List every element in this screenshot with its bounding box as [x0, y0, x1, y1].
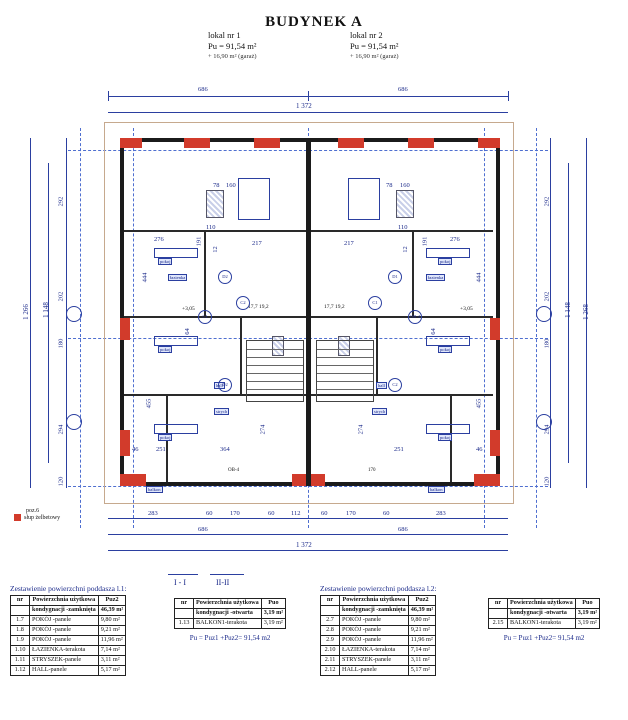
- axis-line: [80, 128, 81, 528]
- table-row: nr Powierzchnia użytkowa Puz2: [321, 596, 436, 606]
- column-rc: [120, 430, 130, 456]
- inner-dim: 191: [195, 236, 203, 247]
- inner-dim: 364: [220, 446, 230, 453]
- section-mark-ii: II-II: [216, 578, 230, 587]
- dim-top-total: 1 372: [296, 102, 312, 110]
- column-rc: [490, 430, 500, 456]
- furniture-block: [348, 178, 380, 220]
- dim-b4: 60: [268, 510, 275, 517]
- equation-left: Pu = Puz1 +Puz2= 91,54 m2: [189, 633, 271, 642]
- column-rc: [490, 318, 500, 340]
- table-row: kondygnacji -otwarta 3,19 m²: [489, 608, 600, 618]
- axis-marker: [66, 306, 82, 322]
- table-row: 1.10 ŁAZIENKA-terakota 7,14 m²: [11, 645, 126, 655]
- wall-partition: [412, 232, 414, 316]
- lokal-2-extra: + 16,90 m² (garaż): [350, 52, 399, 60]
- table-row: 1.12 HALL-panele 5,17 m²: [11, 665, 126, 675]
- column-rc: [120, 138, 142, 148]
- table-row: kondygnacji -otwarta 3,19 m²: [175, 608, 286, 618]
- inner-dim: 160: [226, 182, 236, 189]
- floor-plan-drawing: [8, 78, 620, 587]
- furniture-label: pokoj: [440, 347, 451, 352]
- table-row: [11, 605, 126, 615]
- lokal-2-name: lokal nr 2: [350, 30, 383, 40]
- dim-tick: [308, 91, 309, 101]
- table-right2: [488, 598, 600, 629]
- table-row: 1.11 STRYSZEK-panele 3,11 m²: [11, 655, 126, 665]
- dim-left-inner: 1 148: [41, 302, 50, 318]
- col-area: Powierzchnia użytkowa: [30, 596, 99, 606]
- lokal-2-pu: Pu = 91,54 m²: [350, 41, 399, 52]
- dim-r5: 292: [543, 196, 551, 207]
- dim-top-half-left: 686: [198, 86, 208, 93]
- table-right2-group: [488, 598, 600, 642]
- page-title: BUDYNEK A: [265, 14, 363, 30]
- dim-tick: [108, 91, 109, 101]
- inner-dim: 444: [475, 272, 483, 283]
- dim-right-outer: 1 268: [581, 304, 590, 320]
- door-tag-c1: C1: [198, 310, 212, 324]
- door-tag-d1: D2: [218, 378, 232, 392]
- axis-line: [536, 128, 537, 528]
- table-row: 1.9 POKÓJ -panele 11,96 m²: [11, 635, 126, 645]
- furniture-label: pokoj: [440, 435, 451, 440]
- legend: [14, 508, 60, 521]
- wall-partition: [124, 316, 306, 318]
- door-tag-c2: C1: [368, 296, 382, 310]
- sum-label: kondygnacji -zamknięta: [30, 605, 99, 615]
- door-tag-d2: D1: [388, 270, 402, 284]
- furniture-label: łazienka: [170, 275, 186, 280]
- inner-dim: 78: [386, 182, 393, 189]
- table-row: 1.13 BALKON1-terakota 3,19 m²: [175, 618, 286, 628]
- dim-l5: 292: [57, 196, 65, 207]
- lokal-1-name: lokal nr 1: [208, 30, 241, 40]
- dim-l3: 180: [57, 338, 65, 349]
- column-rc: [408, 138, 434, 148]
- furniture-block: [238, 178, 270, 220]
- legend-text: słup żelbetowy: [24, 514, 61, 521]
- furniture-label: hall: [378, 383, 385, 388]
- furniture-block: [154, 336, 198, 346]
- col-nr: nr: [11, 596, 30, 606]
- table-row: 2.15 BALKON1-terakota 3,19 m²: [489, 618, 600, 628]
- equation-right: Pu = Puz1 +Puz2= 91,54 m2: [503, 633, 585, 642]
- furniture-block: [426, 248, 470, 258]
- staircase-left: [246, 340, 304, 402]
- table-row: nr Powierzchnia użytkowa Puo: [489, 599, 600, 609]
- furniture-label: hall: [216, 383, 223, 388]
- table-row: 2.10 ŁAZIENKA-terakota 7,14 m²: [321, 645, 436, 655]
- door-tag-c2: C2: [236, 296, 250, 310]
- furniture-label: balkon: [148, 487, 161, 492]
- inner-dim: 64: [183, 328, 191, 335]
- table-row: nr Powierzchnia użytkowa Puo: [175, 599, 286, 609]
- dim-l4: 202: [57, 291, 65, 302]
- inner-dim: 251: [394, 446, 404, 453]
- window-tag-ob4: 170: [368, 468, 376, 473]
- dim-right-inner: 1 148: [563, 302, 572, 318]
- section-line: [210, 574, 244, 575]
- inner-dim: 455: [145, 398, 153, 409]
- lokal-1-extra: + 16,90 m² (garaż): [208, 52, 257, 60]
- dim-bottom-total: 1 372: [296, 541, 312, 549]
- inner-dim: 46: [132, 446, 139, 453]
- inner-dim: 12: [401, 246, 409, 253]
- shaft-hatch: [396, 190, 414, 218]
- shaft-hatch: [206, 190, 224, 218]
- table-left-group: [10, 584, 127, 676]
- dim-bottom-total-line: [108, 550, 508, 551]
- furniture-label: strych: [216, 409, 228, 414]
- door-tag-d2: D2: [218, 270, 232, 284]
- furniture-label: pokoj: [160, 259, 171, 264]
- inner-dim: 191: [421, 236, 429, 247]
- wall-partition: [240, 318, 242, 394]
- inner-dim: 46: [476, 446, 483, 453]
- table-left2: [174, 598, 286, 629]
- column-rc: [120, 318, 130, 340]
- table-right: [320, 595, 436, 676]
- dim-bottom-half-right: 686: [398, 526, 408, 533]
- lokal-1-info: [208, 30, 257, 62]
- table-row: 1.8 POKÓJ -panele 9,21 m²: [11, 625, 126, 635]
- column-rc: [478, 138, 500, 148]
- table-row: 1.7 POKÓJ -panele 9,80 m²: [11, 615, 126, 625]
- staircase-right: [316, 340, 374, 402]
- inner-dim: 12: [211, 246, 219, 253]
- furniture-label: pokoj: [160, 435, 171, 440]
- dim-b9: 283: [436, 510, 446, 517]
- dim-tick: [508, 91, 509, 101]
- column-rc: [184, 138, 210, 148]
- door-tag-d1: C2: [388, 378, 402, 392]
- table-right-group: [320, 584, 437, 676]
- inner-dim: 455: [475, 398, 483, 409]
- wall-party-center: [306, 138, 311, 486]
- height-label: 17,7 19,2: [248, 304, 269, 310]
- inner-dim: 110: [206, 224, 216, 231]
- table-left: [10, 595, 126, 676]
- furniture-block: [426, 336, 470, 346]
- table-row: 2.7 POKÓJ -panele 9,80 m²: [321, 615, 436, 625]
- dim-bottom-half-left: 686: [198, 526, 208, 533]
- table-row: [11, 596, 126, 606]
- height-label: 17,7 19,2: [324, 304, 345, 310]
- axis-marker: [536, 414, 552, 430]
- dim-l1: 120: [57, 476, 65, 487]
- inner-dim: 217: [252, 240, 262, 247]
- level-label: +3,05: [182, 306, 195, 312]
- column-rc: [254, 138, 280, 148]
- dim-left-outer-line: [30, 138, 31, 488]
- dim-b8: 60: [383, 510, 390, 517]
- table-row: 2.9 POKÓJ -panele 11,96 m²: [321, 635, 436, 645]
- level-label: +3,05: [460, 306, 473, 312]
- inner-dim: 276: [154, 236, 164, 243]
- dim-b7: 170: [346, 510, 356, 517]
- inner-dim: 217: [344, 240, 354, 247]
- dim-b3: 170: [230, 510, 240, 517]
- axis-marker: [66, 414, 82, 430]
- furniture-label: łazienka: [428, 275, 444, 280]
- column-rc: [120, 474, 146, 486]
- table-row: 2.8 POKÓJ -panele 9,21 m²: [321, 625, 436, 635]
- dim-top-overall-line: [108, 112, 508, 113]
- column-rc: [474, 474, 500, 486]
- dim-b1: 283: [148, 510, 158, 517]
- table-right-title: Zestawienie powierzchni poddasza l.2:: [320, 584, 437, 593]
- table-left2-group: [174, 598, 286, 642]
- dim-r1: 120: [543, 476, 551, 487]
- dim-l2: 294: [57, 424, 65, 435]
- inner-dim: 78: [213, 182, 220, 189]
- table-row: kondygnacji -zamknięta 46,39 m²: [321, 605, 436, 615]
- furniture-label: balkon: [430, 487, 443, 492]
- column-rc: [338, 138, 364, 148]
- section-mark-i: I - I: [174, 578, 186, 587]
- furniture-block: [154, 424, 198, 434]
- column-rc: [292, 474, 306, 486]
- door-tag-c1: OB-4: [408, 310, 422, 324]
- dim-b2: 60: [206, 510, 213, 517]
- furniture-label: pokoj: [440, 259, 451, 264]
- lokal-2-info: [350, 30, 399, 62]
- table-row: 2.12 HALL-panele 5,17 m²: [321, 665, 436, 675]
- inner-dim: 444: [141, 272, 149, 283]
- table-left-title: Zestawienie powierzchni poddasza l.1:: [10, 584, 127, 593]
- inner-dim: 274: [259, 424, 267, 435]
- furniture-block: [154, 248, 198, 258]
- wall-partition: [311, 316, 493, 318]
- legend-swatch-red: [14, 514, 21, 521]
- inner-dim: 251: [156, 446, 166, 453]
- dim-r4: 202: [543, 291, 551, 302]
- inner-dim: 274: [357, 424, 365, 435]
- wall-partition: [204, 232, 206, 316]
- col-puz2: Puz2: [98, 596, 125, 606]
- sum-value: 46,39 m²: [98, 605, 125, 615]
- axis-marker: [536, 306, 552, 322]
- dim-bottom-half-line: [108, 534, 508, 535]
- column-rc: [311, 474, 325, 486]
- inner-dim: 110: [398, 224, 408, 231]
- furniture-block: [426, 424, 470, 434]
- inner-dim: 160: [400, 182, 410, 189]
- dim-b5: 112: [291, 510, 301, 517]
- inner-dim: 276: [450, 236, 460, 243]
- lokal-1-pu: Pu = 91,54 m²: [208, 41, 257, 52]
- dim-b6: 60: [321, 510, 328, 517]
- inner-dim: 64: [429, 328, 437, 335]
- dim-r3: 180: [543, 338, 551, 349]
- dim-r2: 294: [543, 424, 551, 435]
- furniture-label: strych: [374, 409, 386, 414]
- table-row: 2.11 STRYSZEK-panele 3,11 m²: [321, 655, 436, 665]
- section-line: [168, 574, 198, 575]
- dim-top-half-right: 686: [398, 86, 408, 93]
- furniture-label: pokoj: [160, 347, 171, 352]
- window-tag-ob4: OB-4: [228, 468, 240, 473]
- legend-code: poz.6: [26, 508, 40, 514]
- dim-left-outer: 1 266: [21, 304, 30, 320]
